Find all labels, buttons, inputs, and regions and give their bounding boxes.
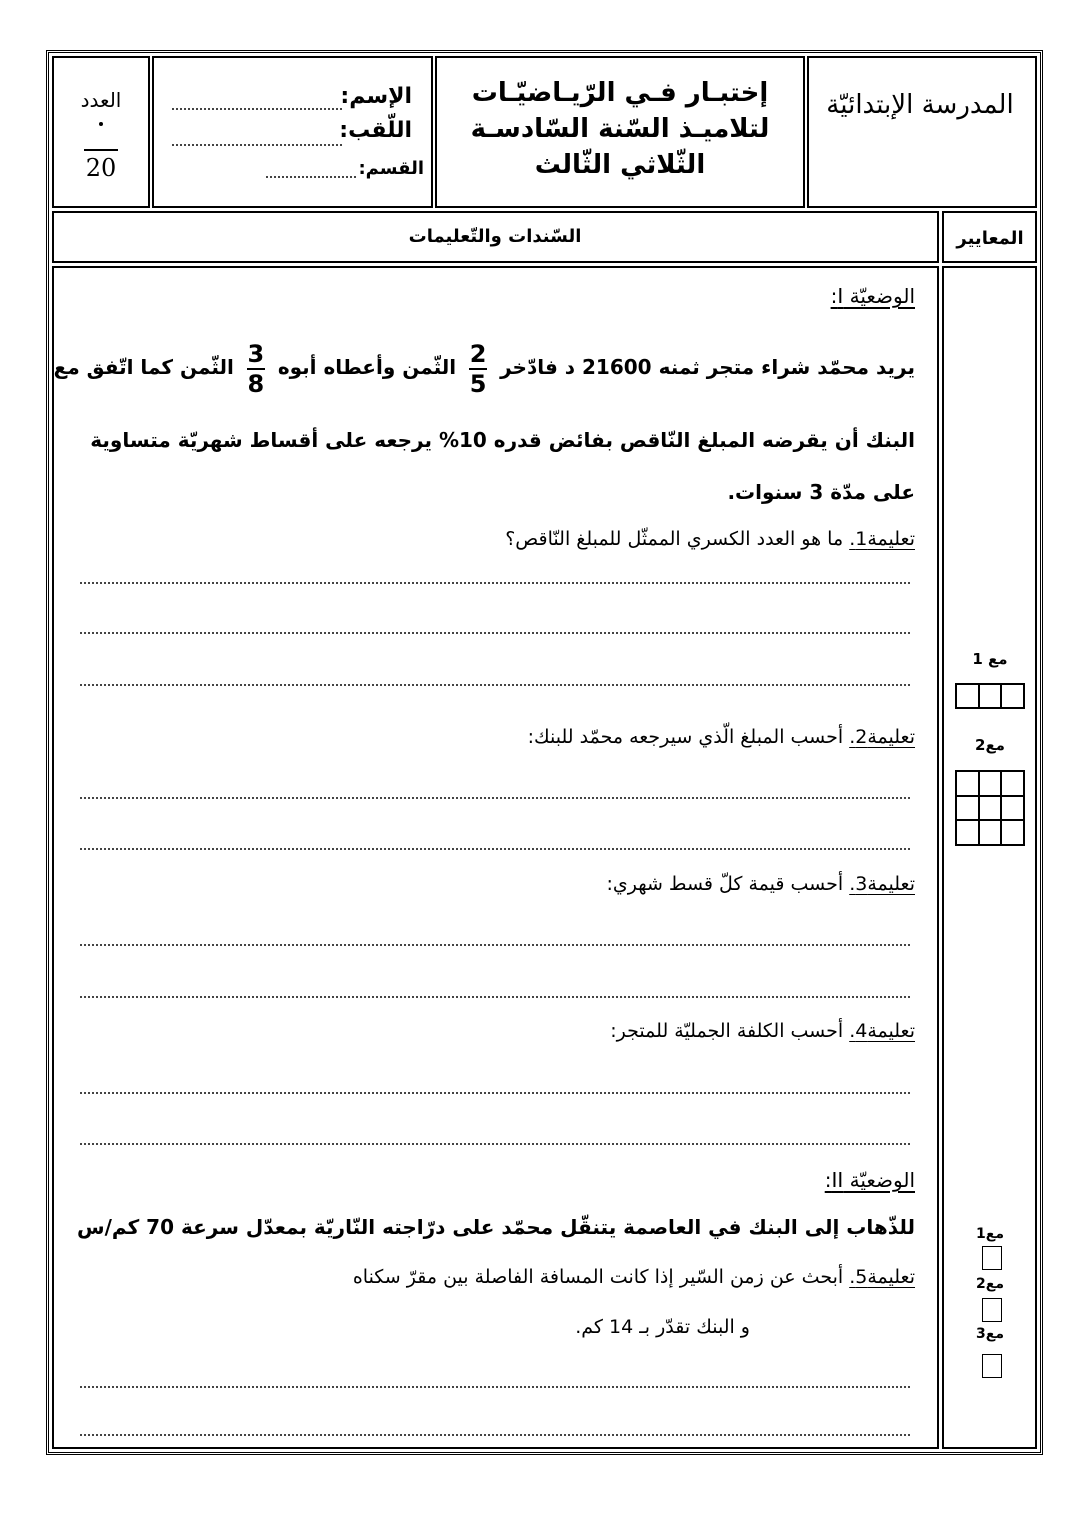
score-box[interactable]	[1001, 771, 1024, 796]
exam-title-line1: إختبـار فـي الرّيـاضيّـات	[471, 78, 769, 108]
answer-line[interactable]	[80, 797, 910, 799]
criterion-1-label: مع 1	[972, 650, 1008, 668]
s2-criterion-3-label: مع3	[976, 1326, 1004, 1342]
surname-label[interactable]: اللّقب:	[339, 118, 412, 143]
class-label[interactable]: القسم:	[358, 158, 424, 179]
grade-cell	[52, 56, 150, 208]
criteria-header: المعايير	[956, 228, 1024, 249]
school-name: المدرسة الإبتدائيّة	[826, 90, 1014, 120]
instruction-4	[300, 1020, 915, 1042]
score-box[interactable]	[1001, 820, 1024, 845]
p1-part-c: الثّمن كما اتّفق مع	[53, 355, 234, 379]
fraction-two-fifths	[469, 340, 487, 398]
score-box[interactable]	[956, 820, 979, 845]
grade-fraction-bar	[84, 149, 118, 151]
s2-criterion-3-box[interactable]	[982, 1354, 1002, 1378]
instruction-4-text: أحسب الكلفة الجمليّة للمتجر:	[610, 1020, 844, 1042]
criterion-1-score-boxes[interactable]	[955, 683, 1025, 709]
fraction-three-eighths	[247, 340, 265, 398]
instruction-5-continued: و البنك تقدّر بـ 14 كم.	[575, 1316, 750, 1338]
score-box[interactable]	[956, 796, 979, 821]
score-box[interactable]	[979, 796, 1002, 821]
criterion-2-label: مع2	[975, 736, 1005, 754]
situation1-paragraph-line1	[53, 332, 915, 402]
instruction-2-label: تعليمة2.	[849, 726, 915, 748]
fraction2-denominator: 8	[247, 369, 265, 398]
instruction-3	[300, 873, 915, 895]
instruction-3-text: أحسب قيمة كلّ قسط شهري:	[606, 873, 844, 895]
surname-line[interactable]	[172, 144, 342, 146]
score-box[interactable]	[956, 684, 979, 708]
instruction-5-text: أبحث عن زمن السّير إذا كانت المسافة الفاصلة بين مقرّ سكناه	[352, 1266, 844, 1288]
p1-part-a: يريد محمّد شراء متجر ثمنه 21600 د فادّخر	[500, 355, 915, 379]
score-box[interactable]	[979, 771, 1002, 796]
s2-criterion-1-label: مع1	[976, 1226, 1004, 1242]
answer-line[interactable]	[80, 684, 910, 686]
answer-line[interactable]	[80, 1386, 910, 1388]
instruction-5	[200, 1266, 915, 1288]
s2-criterion-2-box[interactable]	[982, 1298, 1002, 1322]
exam-title-line3: الثّلاثي الثّالث	[534, 150, 706, 180]
grade-denominator: 20	[85, 154, 117, 182]
grade-label: العدد	[80, 88, 122, 112]
s2-criterion-1-box[interactable]	[982, 1246, 1002, 1270]
situation2-title: الوضعيّة II:	[824, 1168, 915, 1192]
school-cell	[807, 56, 1037, 208]
score-box[interactable]	[979, 684, 1002, 708]
instruction-1-text: ما هو العدد الكسري الممثّل للمبلغ النّاقص؟	[505, 528, 844, 550]
score-box[interactable]	[979, 820, 1002, 845]
instruction-5-label: تعليمة5.	[849, 1266, 915, 1288]
situation1-paragraph-line3: على مدّة 3 سنوات.	[727, 480, 915, 504]
fraction1-numerator: 2	[469, 339, 487, 368]
fraction1-denominator: 5	[469, 369, 487, 398]
instruction-1	[300, 528, 915, 550]
p1-part-b: الثّمن وأعطاه أبوه	[277, 355, 457, 379]
answer-line[interactable]	[80, 1143, 910, 1145]
situation2-paragraph: للذّهاب إلى البنك في العاصمة يتنقّل محمّد على درّاجته النّاريّة بمعدّل سرعة 70 كم/س	[76, 1215, 915, 1239]
situation1-title: الوضعيّة I:	[830, 284, 915, 308]
criteria-body-cell	[942, 266, 1037, 1449]
instruction-3-label: تعليمة3.	[849, 873, 915, 895]
answer-line[interactable]	[80, 632, 910, 634]
score-box[interactable]	[1001, 796, 1024, 821]
score-box[interactable]	[1001, 684, 1024, 708]
answer-line[interactable]	[80, 1434, 910, 1436]
answer-line[interactable]	[80, 848, 910, 850]
instruction-2	[300, 726, 915, 748]
exam-title-line2: لتلاميـذ السّنة السّادسـة	[470, 114, 770, 144]
content-header: السّندات والتّعليمات	[408, 226, 582, 247]
criterion-2-score-grid[interactable]	[955, 770, 1025, 846]
name-line[interactable]	[172, 108, 342, 110]
fraction2-numerator: 3	[247, 339, 265, 368]
answer-line[interactable]	[80, 996, 910, 998]
score-box[interactable]	[956, 771, 979, 796]
class-line[interactable]	[266, 176, 356, 178]
situation1-paragraph-line2: البنك أن يقرضه المبلغ النّاقص بفائض قدره 10% يرجعه على أقساط شهريّة متساوية	[90, 428, 915, 452]
grade-dot	[99, 122, 103, 126]
instruction-4-label: تعليمة4.	[849, 1020, 915, 1042]
answer-line[interactable]	[80, 944, 910, 946]
name-label[interactable]: الإسم:	[340, 84, 412, 109]
answer-line[interactable]	[80, 1092, 910, 1094]
instruction-1-label: تعليمة1.	[849, 528, 915, 550]
answer-line[interactable]	[80, 582, 910, 584]
instruction-2-text: أحسب المبلغ الّذي سيرجعه محمّد للبنك:	[527, 726, 844, 748]
s2-criterion-2-label: مع2	[976, 1276, 1004, 1292]
